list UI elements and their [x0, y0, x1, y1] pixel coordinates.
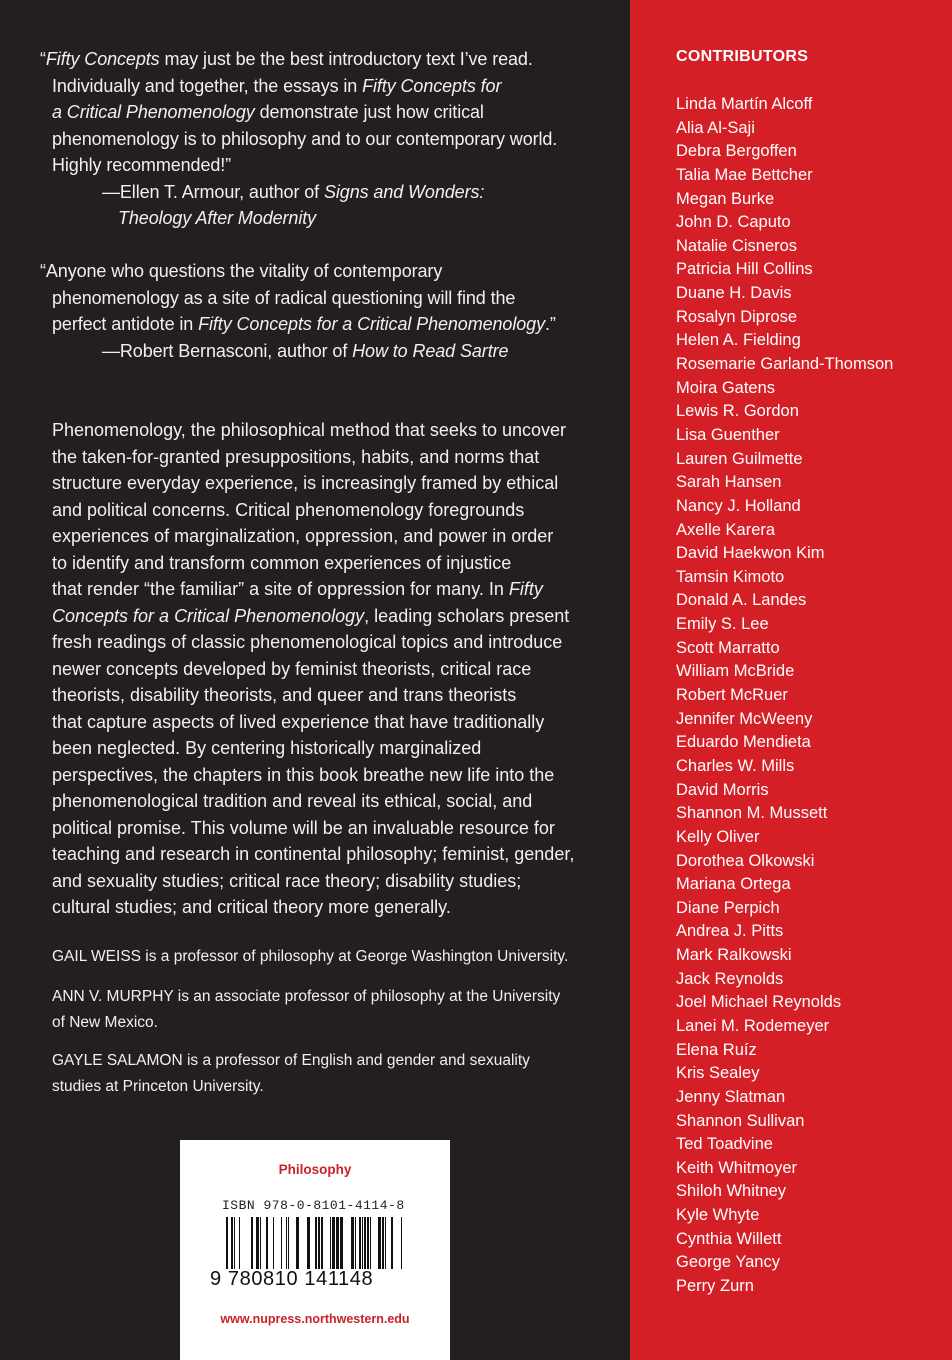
quote-line: perfect antidote in Fifty Concepts for a Critical Phenomenology.” — [52, 314, 556, 334]
isbn-text: ISBN 978-0-8101-4114-8 — [222, 1198, 405, 1213]
barcode-bar — [340, 1217, 343, 1269]
contributor-name: Lewis R. Gordon — [676, 402, 799, 421]
contributor-name: Alia Al-Saji — [676, 118, 755, 137]
contributor-name: Axelle Karera — [676, 520, 776, 539]
contributor-name: George Yancy — [676, 1253, 780, 1272]
quote-line: Highly recommended!” — [52, 155, 232, 175]
bio-ann-murphy — [52, 984, 612, 1035]
contributor-name: Jack Reynolds — [676, 969, 784, 988]
barcode-bar — [385, 1217, 386, 1269]
barcode-bar — [286, 1217, 287, 1269]
barcode-bar — [336, 1217, 339, 1269]
quote-attribution: —Robert Bernasconi, author of How to Read Sartre — [102, 340, 509, 361]
description-line: Concepts for a Critical Phenomenology, leading scholars present — [52, 605, 570, 626]
description-line: structure everyday experience, is increasingly framed by ethical — [52, 473, 559, 493]
quote-line: a Critical Phenomenology demonstrate just how critical — [52, 102, 484, 122]
contributor-name: Talia Mae Bettcher — [676, 165, 813, 184]
contributor-name: Perry Zurn — [676, 1277, 754, 1296]
description-line: and sexuality studies; critical race theory; disability studies; — [52, 870, 522, 891]
barcode-bar — [382, 1217, 384, 1269]
contributor-name: Dorothea Olkowski — [676, 851, 815, 870]
contributor-name: Shiloh Whitney — [676, 1182, 787, 1201]
barcode-bar — [226, 1217, 228, 1269]
contributor-name: Mariana Ortega — [676, 875, 791, 894]
description-line: been neglected. By centering historically marginalized — [52, 738, 482, 758]
quote-line: “Anyone who questions the vitality of contemporary — [40, 261, 443, 281]
barcode-bar — [401, 1217, 402, 1269]
barcode-digits: 9 780810 141148 — [210, 1268, 374, 1290]
barcode-bar — [239, 1217, 240, 1269]
contributor-name: Kyle Whyte — [676, 1206, 760, 1225]
publisher-url[interactable]: www.nupress.northwestern.edu — [220, 1312, 410, 1326]
contributor-name: David Morris — [676, 780, 769, 799]
description-line: cultural studies; and critical theory more generally. — [52, 897, 451, 917]
barcode-bar — [251, 1217, 253, 1269]
bio-line: studies at Princeton University. — [52, 1077, 264, 1095]
contributor-name: Shannon Sullivan — [676, 1111, 805, 1130]
barcode-bar — [288, 1217, 289, 1269]
contributor-name: Patricia Hill Collins — [676, 260, 813, 279]
contributor-name: Lisa Guenther — [676, 425, 780, 444]
bio-gail-weiss — [52, 944, 612, 970]
description-line: Phenomenology, the philosophical method that seeks to uncover — [52, 420, 566, 440]
contributor-name: Lanei M. Rodemeyer — [676, 1016, 830, 1035]
contributor-name: David Haekwon Kim — [676, 544, 825, 563]
bio-line: GAYLE SALAMON is a professor of English and gender and sexuality — [52, 1052, 530, 1069]
description-line: fresh readings of classic phenomenological topics and introduce — [52, 632, 563, 652]
contributor-name: John D. Caputo — [676, 213, 791, 232]
barcode-bar — [273, 1217, 274, 1269]
barcode-bar — [296, 1217, 299, 1269]
book-description — [52, 417, 612, 921]
barcode-bar — [355, 1217, 356, 1269]
contributors-list — [676, 93, 893, 1299]
barcode-bar — [364, 1217, 366, 1269]
contributor-name: Joel Michael Reynolds — [676, 993, 842, 1012]
description-line: newer concepts developed by feminist theorists, critical race — [52, 658, 532, 679]
contributor-name: Mark Ralkowski — [676, 946, 792, 965]
barcode-bar — [330, 1217, 331, 1269]
quote-line: “Fifty Concepts may just be the best introductory text I’ve read. — [40, 49, 533, 69]
contributor-name: Rosemarie Garland-Thomson — [676, 355, 894, 374]
contributor-name: Keith Whitmoyer — [676, 1158, 798, 1177]
barcode-bar — [231, 1217, 233, 1269]
description-line: political promise. This volume will be an invaluable resource for — [52, 817, 555, 838]
barcode-bar — [260, 1217, 261, 1269]
contributor-name: Shannon M. Mussett — [676, 804, 828, 823]
barcode-bar — [378, 1217, 381, 1269]
description-line: experiences of marginalization, oppression, and power in order — [52, 526, 554, 546]
barcode-bar — [332, 1217, 335, 1269]
contributor-name: Helen A. Fielding — [676, 331, 801, 350]
barcode-bar — [321, 1217, 323, 1269]
contributor-name: Kelly Oliver — [676, 827, 760, 846]
contributor-name: Robert McRuer — [676, 686, 788, 705]
contributor-name: Duane H. Davis — [676, 284, 792, 303]
contributor-name: Ted Toadvine — [676, 1135, 773, 1154]
barcode-bar — [266, 1217, 268, 1269]
contributors-heading: CONTRIBUTORS — [676, 48, 809, 65]
description-line: and political concerns. Critical phenomenology foregrounds — [52, 499, 525, 520]
contributor-name: Debra Bergoffen — [676, 142, 797, 161]
contributor-name: William McBride — [676, 662, 795, 681]
contributor-name: Eduardo Mendieta — [676, 733, 811, 752]
contributor-name: Sarah Hansen — [676, 473, 782, 492]
barcode-bar — [351, 1217, 354, 1269]
barcode-bar — [256, 1217, 259, 1269]
quote-armour — [40, 46, 600, 232]
barcode-bar — [370, 1217, 371, 1269]
quote-bernasconi — [40, 258, 600, 364]
contributor-name: Kris Sealey — [676, 1064, 760, 1083]
barcode-bar — [367, 1217, 369, 1269]
contributor-name: Megan Burke — [676, 189, 775, 208]
barcode-bar — [234, 1217, 235, 1269]
contributor-name: Cynthia Willett — [676, 1229, 782, 1248]
description-line: perspectives, the chapters in this book breathe new life into the — [52, 764, 555, 785]
quote-line: Individually and together, the essays in Fifty Concepts for — [52, 75, 502, 96]
bio-line: of New Mexico. — [52, 1013, 158, 1031]
contributor-name: Lauren Guilmette — [676, 449, 803, 468]
contributor-name: Charles W. Mills — [676, 756, 795, 775]
contributor-name: Linda Martín Alcoff — [676, 95, 813, 113]
description-line: the taken-for-granted presuppositions, habits, and norms that — [52, 446, 540, 467]
barcode-bar — [362, 1217, 363, 1269]
contributor-name: Donald A. Landes — [676, 591, 807, 610]
description-line: to identify and transform common experiences of injustice — [52, 552, 512, 573]
quote-attribution: Theology After Modernity — [118, 208, 317, 228]
description-line: teaching and research in continental philosophy; feminist, gender, — [52, 844, 575, 864]
description-line: theorists, disability theorists, and queer and trans theorists — [52, 685, 517, 705]
quote-line: phenomenology as a site of radical questioning will find the — [52, 287, 516, 308]
contributor-name: Jennifer McWeeny — [676, 709, 813, 728]
category-label: Philosophy — [278, 1162, 352, 1177]
contributor-name: Moira Gatens — [676, 378, 776, 397]
contributor-name: Scott Marratto — [676, 638, 780, 657]
description-line: that render “the familiar” a site of oppression for many. In Fifty — [52, 579, 543, 599]
description-line: that capture aspects of lived experience that have traditionally — [52, 711, 545, 732]
barcode-bar — [391, 1217, 393, 1269]
barcode-bars — [226, 1217, 406, 1269]
contributor-name: Natalie Cisneros — [676, 236, 798, 255]
quote-attribution: —Ellen T. Armour, author of Signs and Wonders: — [102, 181, 485, 202]
quote-line: phenomenology is to philosophy and to our contemporary world. — [52, 128, 558, 149]
bio-line: GAIL WEISS is a professor of philosophy at George Washington University. — [52, 948, 569, 965]
contributor-name: Emily S. Lee — [676, 615, 769, 634]
contributor-name: Jenny Slatman — [676, 1087, 786, 1106]
contributor-name: Rosalyn Diprose — [676, 307, 798, 326]
contributor-name: Elena Ruíz — [676, 1040, 757, 1059]
bio-gayle-salamon — [52, 1048, 612, 1099]
barcode-bar — [281, 1217, 282, 1269]
contributor-name: Andrea J. Pitts — [676, 922, 784, 941]
contributor-name: Nancy J. Holland — [676, 496, 801, 515]
barcode-bar — [318, 1217, 320, 1269]
bio-line: ANN V. MURPHY is an associate professor of philosophy at the University — [52, 988, 561, 1005]
barcode-bar — [359, 1217, 361, 1269]
contributor-name: Tamsin Kimoto — [676, 567, 785, 586]
barcode-panel — [180, 1140, 450, 1360]
barcode-bar — [307, 1217, 310, 1269]
contributor-name: Diane Perpich — [676, 898, 780, 917]
description-line: phenomenological tradition and reveal its ethical, social, and — [52, 791, 533, 811]
barcode-bar — [315, 1217, 317, 1269]
